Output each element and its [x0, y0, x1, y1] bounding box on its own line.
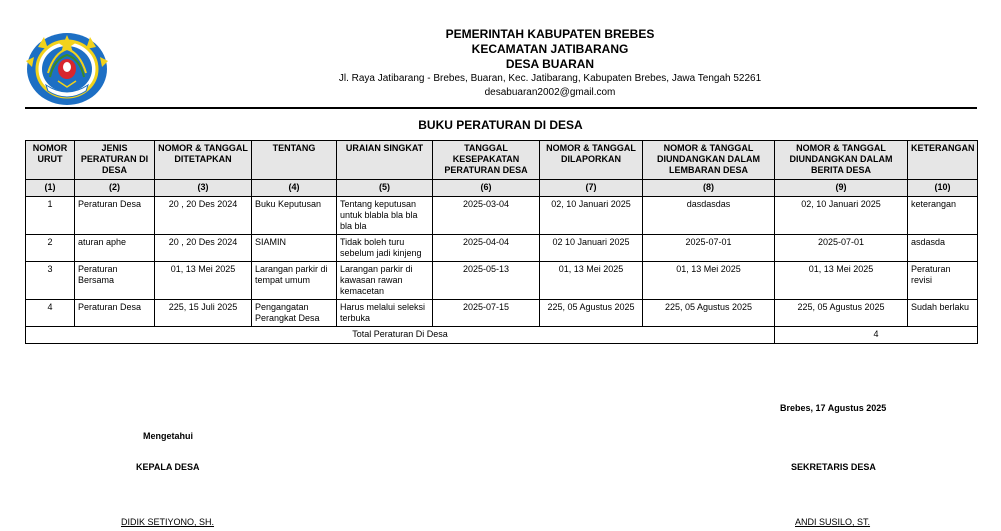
cell-tentang: Larangan parkir di tempat umum — [252, 262, 337, 300]
letterhead-village: DESA BUARAN — [505, 57, 595, 71]
column-number: (7) — [540, 180, 643, 197]
table-row — [26, 235, 978, 262]
column-number: (8) — [643, 180, 775, 197]
header-cell: TENTANG — [252, 141, 337, 180]
cell-kesepakatan: 2025-05-13 — [433, 262, 540, 300]
cell-dilaporkan: 01, 13 Mei 2025 — [540, 262, 643, 300]
column-number: (6) — [433, 180, 540, 197]
acknowledged-caption: Mengetahui — [143, 431, 194, 441]
header-cell: NOMOR & TANGGAL DITETAPKAN — [155, 141, 252, 180]
total-label: Total Peraturan Di Desa — [26, 327, 775, 344]
header-cell: NOMOR URUT — [26, 141, 75, 180]
cell-nomor-urut: 2 — [26, 235, 75, 262]
cell-tentang: Buku Keputusan — [252, 197, 337, 235]
cell-uraian: Tidak boleh turu sebelum jadi kinjeng — [337, 235, 433, 262]
header-cell: NOMOR & TANGGAL DIUNDANGKAN DALAM LEMBARAN DESA — [643, 141, 775, 180]
cell-dilaporkan: 02, 10 Januari 2025 — [540, 197, 643, 235]
total-value: 4 — [775, 327, 978, 344]
column-number: (1) — [26, 180, 75, 197]
cell-tentang: Pengangatan Perangkat Desa — [252, 300, 337, 327]
header-cell: JENIS PERATURAN DI DESA — [75, 141, 155, 180]
cell-berita: 225, 05 Agustus 2025 — [775, 300, 908, 327]
cell-lembaran: dasdasdas — [643, 197, 775, 235]
table-row — [26, 197, 978, 235]
cell-uraian: Larangan parkir di kawasan rawan kemacetan — [337, 262, 433, 300]
cell-dilaporkan: 225, 05 Agustus 2025 — [540, 300, 643, 327]
brebes-emblem-logo — [24, 27, 110, 107]
cell-kesepakatan: 2025-07-15 — [433, 300, 540, 327]
cell-ditetapkan: 225, 15 Juli 2025 — [155, 300, 252, 327]
header-cell: NOMOR & TANGGAL DILAPORKAN — [540, 141, 643, 180]
village-head-role: KEPALA DESA — [136, 462, 200, 472]
cell-berita: 2025-07-01 — [775, 235, 908, 262]
column-number: (10) — [908, 180, 978, 197]
document-title: BUKU PERATURAN DI DESA — [418, 118, 583, 132]
cell-nomor-urut: 3 — [26, 262, 75, 300]
cell-jenis: Peraturan Bersama — [75, 262, 155, 300]
cell-keterangan: Peraturan revisi — [908, 262, 978, 300]
letterhead — [300, 27, 800, 100]
letterhead-district: KECAMATAN JATIBARANG — [471, 42, 629, 56]
header-cell: URAIAN SINGKAT — [337, 141, 433, 180]
column-number: (5) — [337, 180, 433, 197]
cell-keterangan: Sudah berlaku — [908, 300, 978, 327]
table-total-row — [26, 327, 978, 344]
cell-keterangan: asdasda — [908, 235, 978, 262]
column-number-row — [26, 180, 978, 197]
header-cell: TANGGAL KESEPAKATAN PERATURAN DESA — [433, 141, 540, 180]
letterhead-email: desabuaran2002@gmail.com — [484, 87, 616, 98]
cell-uraian: Tentang keputusan untuk blabla bla bla bla bla — [337, 197, 433, 235]
cell-keterangan: keterangan — [908, 197, 978, 235]
table-row — [26, 262, 978, 300]
column-number: (2) — [75, 180, 155, 197]
cell-nomor-urut: 4 — [26, 300, 75, 327]
cell-berita: 01, 13 Mei 2025 — [775, 262, 908, 300]
secretary-name: ANDI SUSILO, ST. — [795, 517, 871, 527]
letterhead-address: Jl. Raya Jatibarang - Brebes, Buaran, Kec. Jatibarang, Kabupaten Brebes, Jawa Tengah 52261 — [338, 73, 762, 84]
place-date: Brebes, 17 Agustus 2025 — [780, 403, 887, 413]
regulations-table — [25, 140, 978, 344]
cell-lembaran: 01, 13 Mei 2025 — [643, 262, 775, 300]
header-cell: KETERANGAN — [908, 141, 978, 180]
table-header-row — [26, 141, 978, 180]
cell-dilaporkan: 02 10 Januari 2025 — [540, 235, 643, 262]
letterhead-divider — [25, 107, 977, 109]
cell-ditetapkan: 20 , 20 Des 2024 — [155, 235, 252, 262]
cell-uraian: Harus melalui seleksi terbuka — [337, 300, 433, 327]
village-head-name: DIDIK SETIYONO, SH. — [121, 517, 215, 527]
cell-ditetapkan: 01, 13 Mei 2025 — [155, 262, 252, 300]
cell-jenis: aturan aphe — [75, 235, 155, 262]
cell-kesepakatan: 2025-04-04 — [433, 235, 540, 262]
cell-berita: 02, 10 Januari 2025 — [775, 197, 908, 235]
cell-lembaran: 225, 05 Agustus 2025 — [643, 300, 775, 327]
header-cell: NOMOR & TANGGAL DIUNDANGKAN DALAM BERITA DESA — [775, 141, 908, 180]
cell-lembaran: 2025-07-01 — [643, 235, 775, 262]
cell-jenis: Peraturan Desa — [75, 300, 155, 327]
cell-nomor-urut: 1 — [26, 197, 75, 235]
column-number: (3) — [155, 180, 252, 197]
cell-ditetapkan: 20 , 20 Des 2024 — [155, 197, 252, 235]
column-number: (9) — [775, 180, 908, 197]
letterhead-government: PEMERINTAH KABUPATEN BREBES — [445, 27, 655, 41]
cell-kesepakatan: 2025-03-04 — [433, 197, 540, 235]
cell-jenis: Peraturan Desa — [75, 197, 155, 235]
secretary-role: SEKRETARIS DESA — [791, 462, 876, 472]
column-number: (4) — [252, 180, 337, 197]
cell-tentang: SIAMIN — [252, 235, 337, 262]
table-row — [26, 300, 978, 327]
